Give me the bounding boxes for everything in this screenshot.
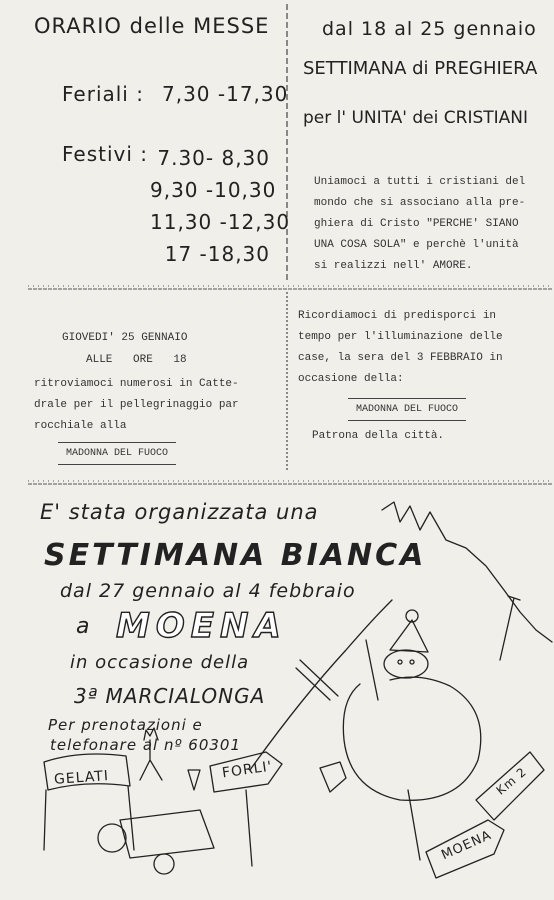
pilgrimage-time: ALLE ORE 18 (86, 354, 187, 366)
ice-cream-cone (188, 770, 200, 790)
booking-line-1: Per prenotazioni e (48, 716, 203, 734)
mountain-slope (250, 600, 392, 770)
holiday-time: 11,30 -12,30 (150, 210, 291, 234)
prayer-title: SETTIMANA di PREGHIERA (303, 58, 538, 79)
weekday-times: 7,30 -17,30 (162, 82, 289, 106)
illumination-footer: Patrona della città. (312, 430, 445, 442)
skier-eye (410, 660, 414, 664)
gelati-sign-label: GELATI (53, 768, 110, 788)
pilgrimage-madonna-label: MADONNA DEL FUOCO (58, 442, 176, 465)
prayer-body-line: si realizzi nell' AMORE. (314, 260, 473, 272)
moena-sign-label: MOENA (439, 827, 495, 864)
white-week-dates: dal 27 gennaio al 4 febbraio (60, 580, 356, 602)
white-week-title: SETTIMANA BIANCA (44, 538, 427, 573)
white-week-event: 3ª MARCIALONGA (74, 684, 266, 708)
ice-cream-cart (120, 810, 214, 858)
white-week-place: MOENA (116, 606, 287, 646)
illumination-body-line: occasione della: (298, 373, 404, 385)
mountain-ridge (382, 502, 552, 642)
weekday-label: Feriali : (62, 82, 144, 106)
white-week-occasion: in occasione della (70, 652, 250, 673)
mass-schedule-title: ORARIO delle MESSE (34, 14, 270, 38)
prayer-body-line: Uniamoci a tutti i cristiani del (314, 176, 526, 188)
cart-wheel (154, 854, 174, 874)
holiday-time: 7.30- 8,30 (157, 146, 270, 170)
skier-eye (398, 660, 402, 664)
skier-hat (390, 620, 428, 652)
pilgrimage-body-line: rocchiale alla (34, 420, 127, 432)
holiday-label: Festivi : (62, 142, 149, 166)
prayer-dates: dal 18 al 25 gennaio (322, 18, 537, 40)
km-sign-label: Km 2 (493, 764, 530, 798)
prayer-subtitle: per l' UNITA' dei CRISTIANI (303, 108, 529, 128)
pilgrimage-date: GIOVEDI' 25 GENNAIO (62, 332, 188, 344)
white-week-prep: a (76, 614, 91, 639)
illumination-madonna-label: MADONNA DEL FUOCO (348, 398, 466, 421)
skier-head (384, 650, 428, 678)
pilgrimage-body-line: drale per il pellegrinaggio par (34, 399, 239, 411)
ski-pole (500, 596, 520, 660)
prayer-body-line: UNA COSA SOLA" e perchè l'unità (314, 239, 519, 251)
white-week-intro: E' stata organizzata una (40, 500, 319, 524)
booking-line-2: telefonare al nº 60301 (50, 736, 242, 754)
vendor (140, 728, 162, 780)
prayer-body-line: mondo che si associano alla pre- (314, 197, 526, 209)
gelati-post-left (44, 790, 46, 850)
ski-boot (320, 762, 346, 792)
cart-wheel (98, 824, 126, 852)
forli-post (246, 790, 252, 866)
prayer-body-line: ghiera di Cristo "PERCHE' SIANO (314, 218, 519, 230)
illumination-body-line: Ricordiamoci di predisporci in (298, 310, 497, 322)
ski-right (366, 640, 378, 700)
skier-body (343, 677, 480, 800)
holiday-time: 17 -18,30 (164, 242, 270, 266)
illumination-body-line: tempo per l'illuminazione delle (298, 331, 503, 343)
illumination-body-line: case, la sera del 3 FEBBRAIO in (298, 352, 503, 364)
pilgrimage-body-line: ritroviamoci numerosi in Catte- (34, 378, 239, 390)
forli-sign-label: FORLI' (221, 758, 274, 782)
holiday-time: 9,30 -10,30 (150, 178, 277, 202)
